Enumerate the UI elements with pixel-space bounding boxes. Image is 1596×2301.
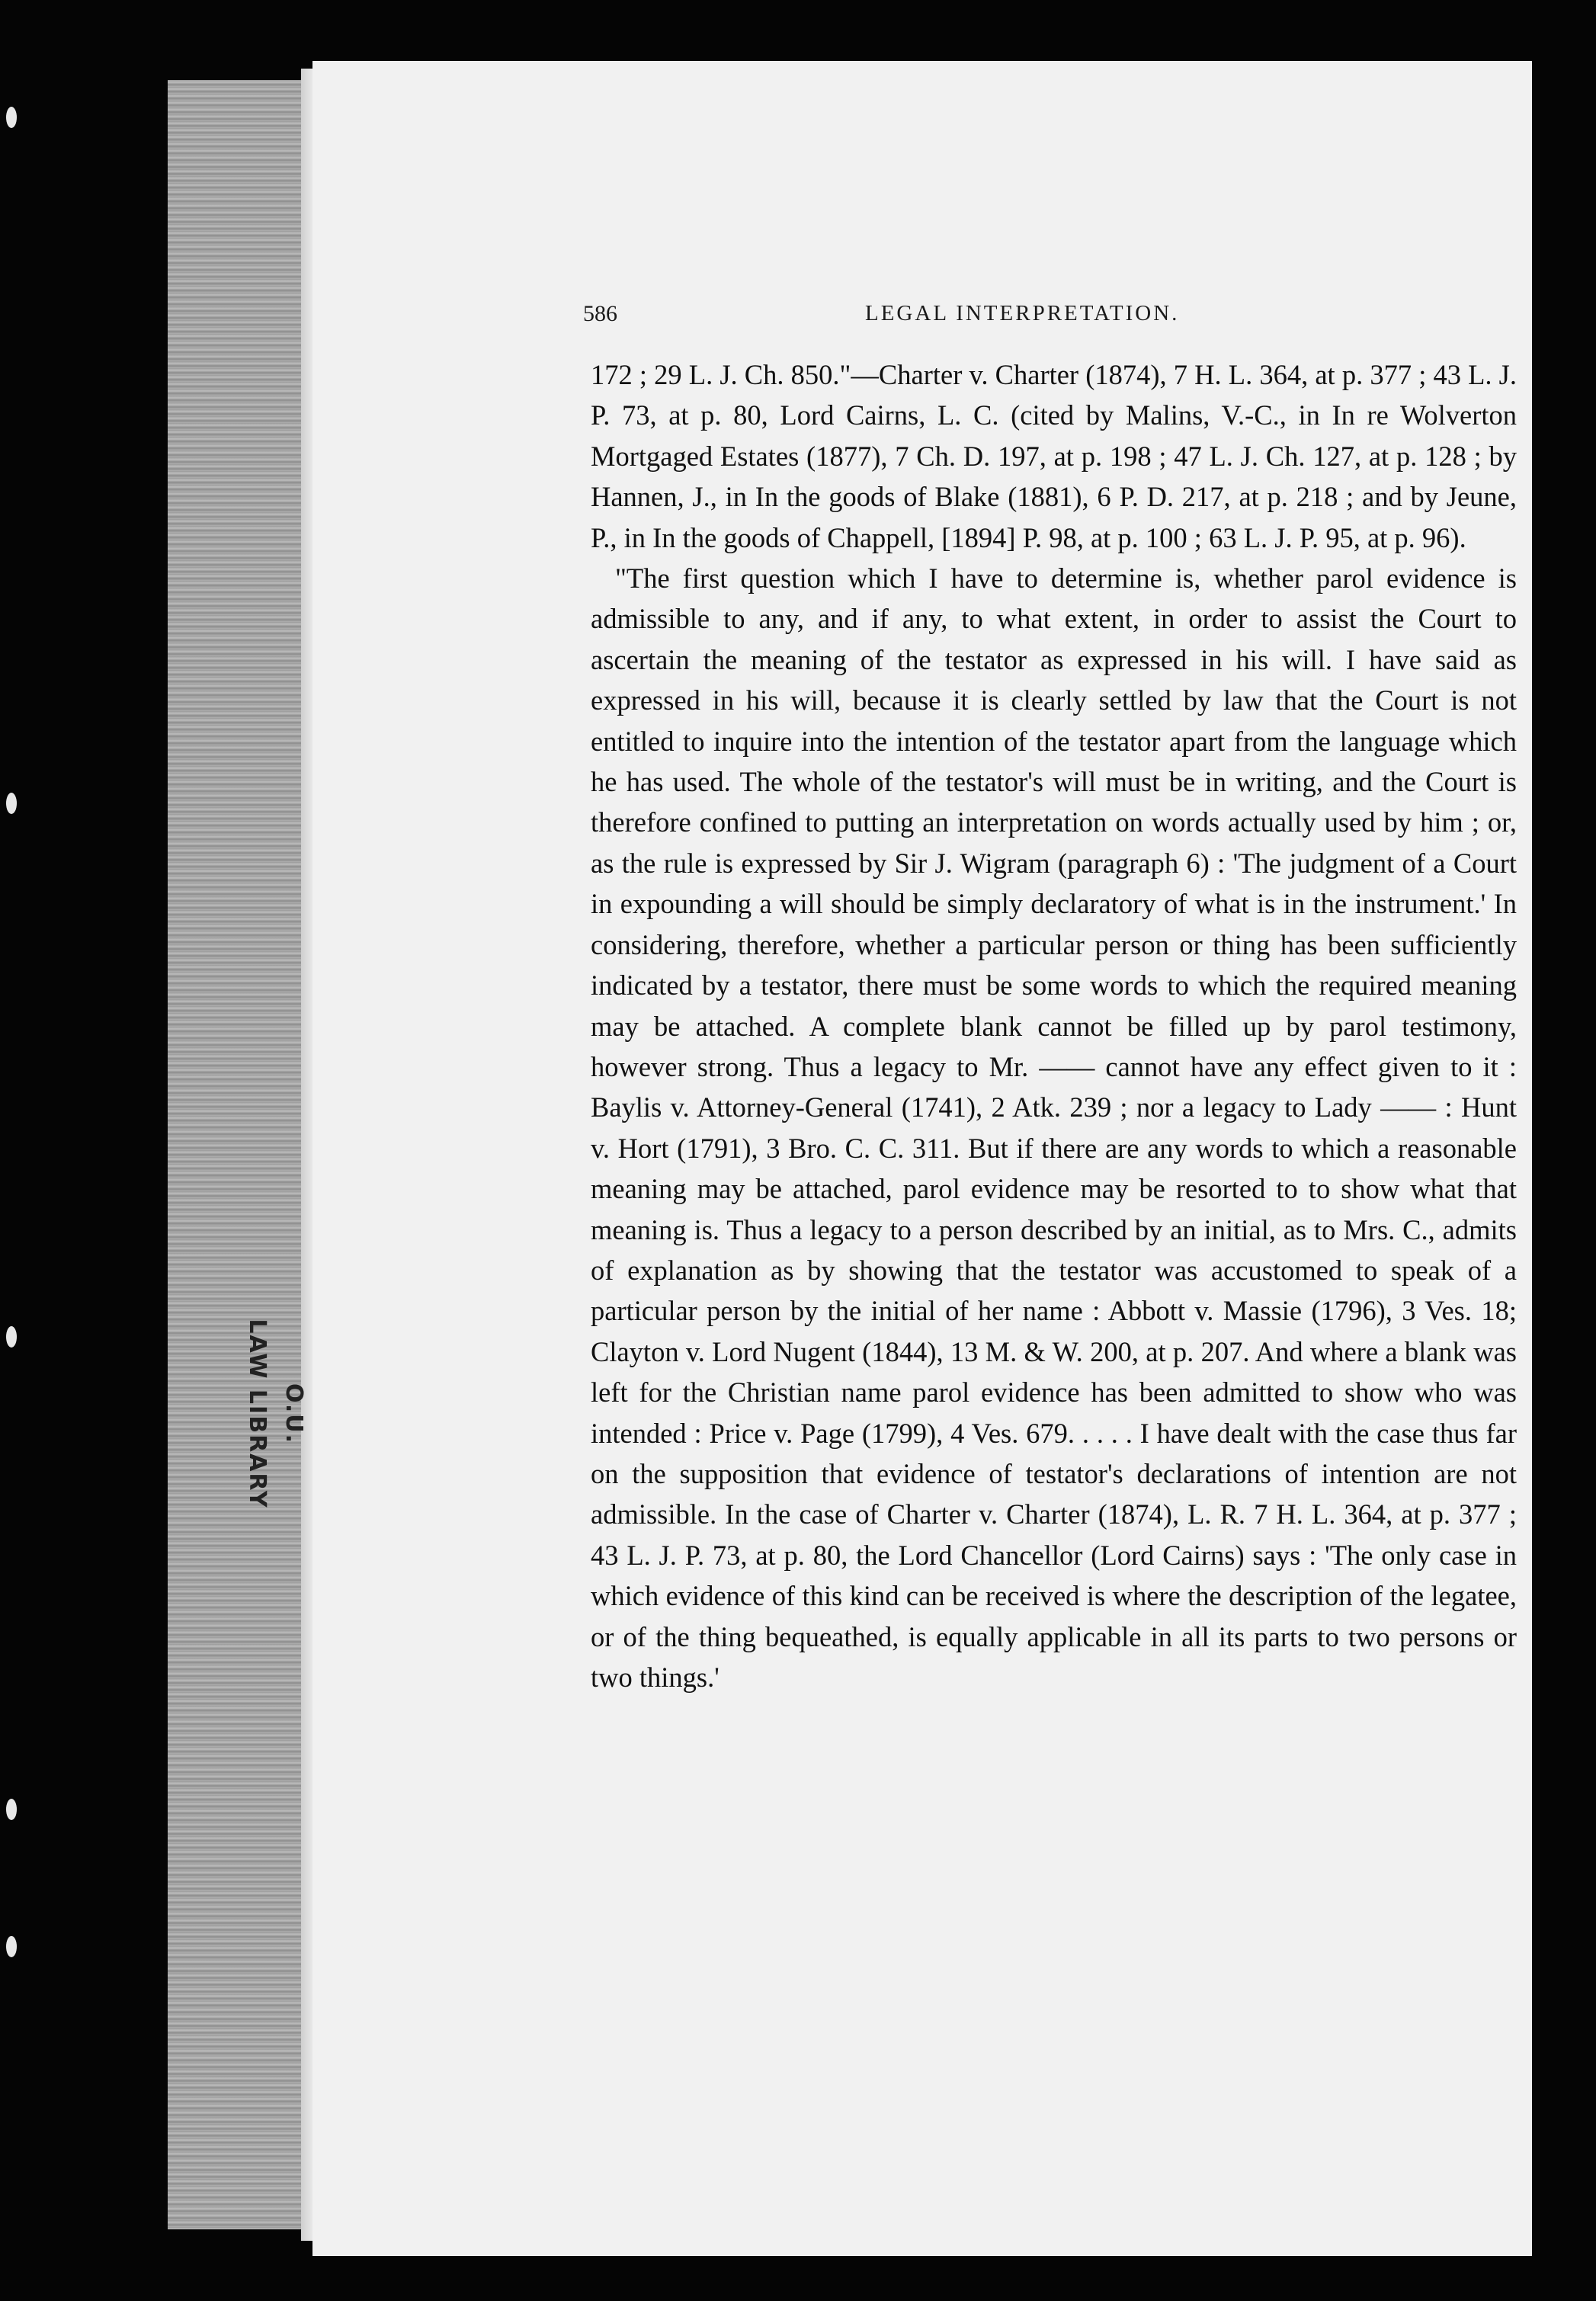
scan-edge-marks xyxy=(0,0,30,2301)
stamp-line: O.U. xyxy=(280,1383,307,1444)
page-number: 586 xyxy=(583,301,617,326)
paragraph: "The first question which I have to determine is, whether parol evidence is admissible to any, and if any, to what extent, in order to assist the Court to ascertain the meaning of the testator as expressed in his will. I have said as expressed in his will, because it is clearly settled by law that the Court is not entitled to inquire into the intention of the testator apart from the language which he has used. The whole of the testator's will must be in writing, and the Court is therefore confined to putting an interpretation on words actually used by him ; or, as the rule is expressed by Sir J. Wigram (paragraph 6) : 'The judgment of a Court in expounding a will should be simply declaratory of what is in the instrument.' In considering, therefore, whether a particular person or thing has been sufficiently indicated by a testator, there must be some words to which the required meaning may be attached. A complete blank cannot be filled up by parol testimony, however strong. Thus a legacy to Mr. —— cannot have any effect given to it : Baylis v. Attorney-General (1741), 2 Atk. 239 ; nor a legacy to Lady —— : Hunt v. Hort (1791), 3 Bro. C. C. 311. But if there are any words to which a reasonable meaning may be attached, parol evidence may be resorted to to show what that meaning is. Thus a legacy to a person described by an initial, as to Mrs. C., admits of explanation as by showing that the testator was accustomed to speak of a particular person by the initial of her name : Abbott v. Massie (1796), 3 Ves. 18; Clayton v. Lord Nugent (1844), 13 M. & W. 200, at p. 207. And where a blank was left for the Christian name parol evidence has been admitted to show who was intended : Price v. Page (1799), 4 Ves. 679. . . . . I have dealt with the case thus far on the supposition that evidence of testator's declarations of intention are not admissible. In the case of Charter v. Charter (1874), L. R. 7 H. L. 364, at p. 377 ; 43 L. J. P. 73, at p. 80, the Lord Chancellor (Lord Cairns) says : 'The only case in which evidence of this kind can be received is where the description of the legatee, or of the thing bequeathed, is equally applicable in all its parts to two persons or two things.' xyxy=(591,562,1517,1693)
stamp-line: LAW LIBRARY xyxy=(244,1319,271,1509)
scan-artifact xyxy=(6,107,17,128)
scan-artifact xyxy=(6,1936,17,1957)
scan-artifact xyxy=(6,1326,17,1348)
scan-artifact xyxy=(6,793,17,814)
scan-artifact xyxy=(6,1799,17,1820)
running-title: LEGAL INTERPRETATION. xyxy=(865,301,1180,325)
paragraph: 172 ; 29 L. J. Ch. 850."—Charter v. Charter (1874), 7 H. L. 364, at p. 377 ; 43 L. J. P. 73, at p. 80, Lord Cairns, L. C. (cited by Malins, V.-C., in In re Wolverton Mortgaged Estates (1877), 7 Ch. D. 197, at p. 198 ; 47 L. J. Ch. 127, at p. 128 ; by Hannen, J., in In the goods of Blake (1881), 6 P. D. 217, at p. 218 ; and by Jeune, P., in In the goods of Chappell, [1894] P. 98, at p. 100 ; 63 L. J. P. 95, at p. 96). xyxy=(591,359,1517,553)
body-text xyxy=(591,354,1517,1697)
book-page-edges xyxy=(168,80,314,2229)
